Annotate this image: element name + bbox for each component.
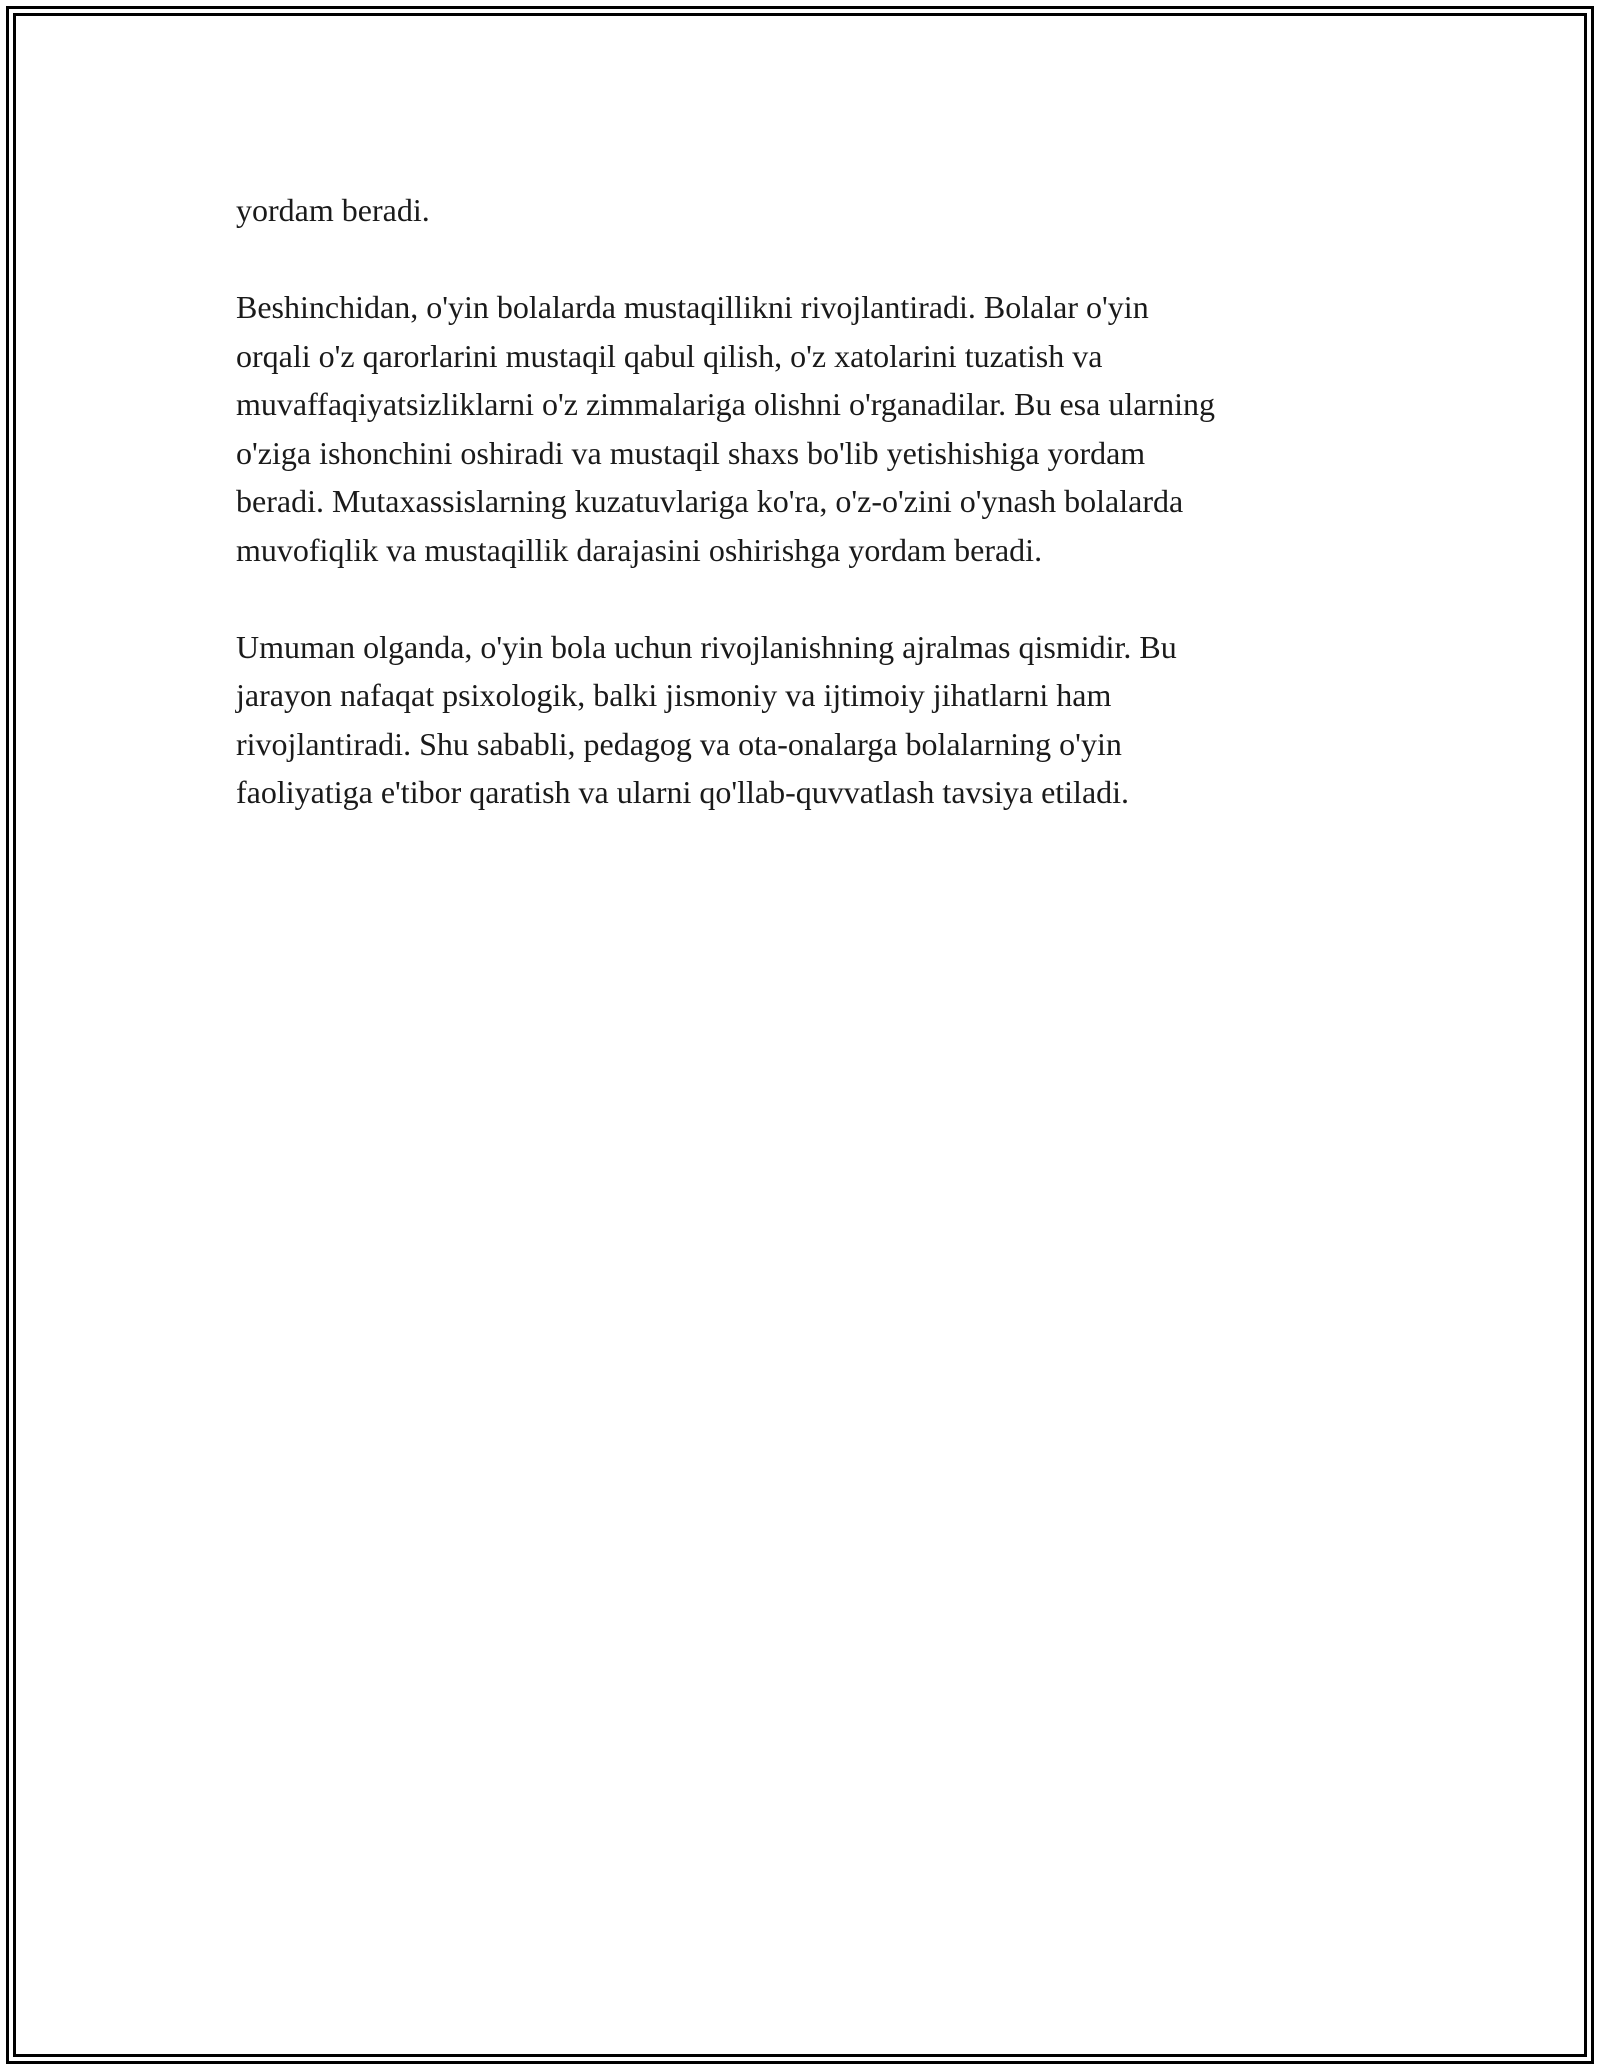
text-line: Beshinchidan, o'yin bolalarda mustaqillikni rivojlantiradi. Bolalar o'yin (236, 289, 1149, 325)
text-line: muvofiqlik va mustaqillik darajasini oshirishga yordam beradi. (236, 531, 1043, 568)
text-line: yordam beradi. (236, 192, 430, 228)
text-line: faoliyatiga e'tibor qaratish va ularni qo'llab-quvvatlash tavsiya etiladi. (236, 774, 1130, 810)
text-line: o'ziga ishonchini oshiradi va mustaqil shaxs bo'lib yetishishiga yordam (236, 434, 1146, 471)
document-body (236, 186, 1386, 865)
paragraph-continuation (236, 186, 1386, 235)
text-line: rivojlantiradi. Shu sababli, pedagog va ota-onalarga bolalarning o'yin (236, 725, 1122, 762)
paragraph-independence (236, 283, 1386, 574)
text-line: beradi. Mutaxassislarning kuzatuvlariga ko'ra, o'z-o'zini o'ynash bolalarda (236, 483, 1184, 519)
text-line: Umuman olganda, o'yin bola uchun rivojlanishning ajralmas qismidir. Bu (236, 628, 1177, 665)
text-line: orqali o'z qarorlarini mustaqil qabul qilish, o'z xatolarini tuzatish va (236, 337, 1103, 374)
text-line: jarayon nafaqat psixologik, balki jismoniy va ijtimoiy jihatlarni ham (236, 677, 1112, 713)
paragraph-conclusion (236, 623, 1386, 817)
text-line: muvaffaqiyatsizliklarni o'z zimmalariga olishni o'rganadilar. Bu esa ularning (236, 386, 1215, 422)
